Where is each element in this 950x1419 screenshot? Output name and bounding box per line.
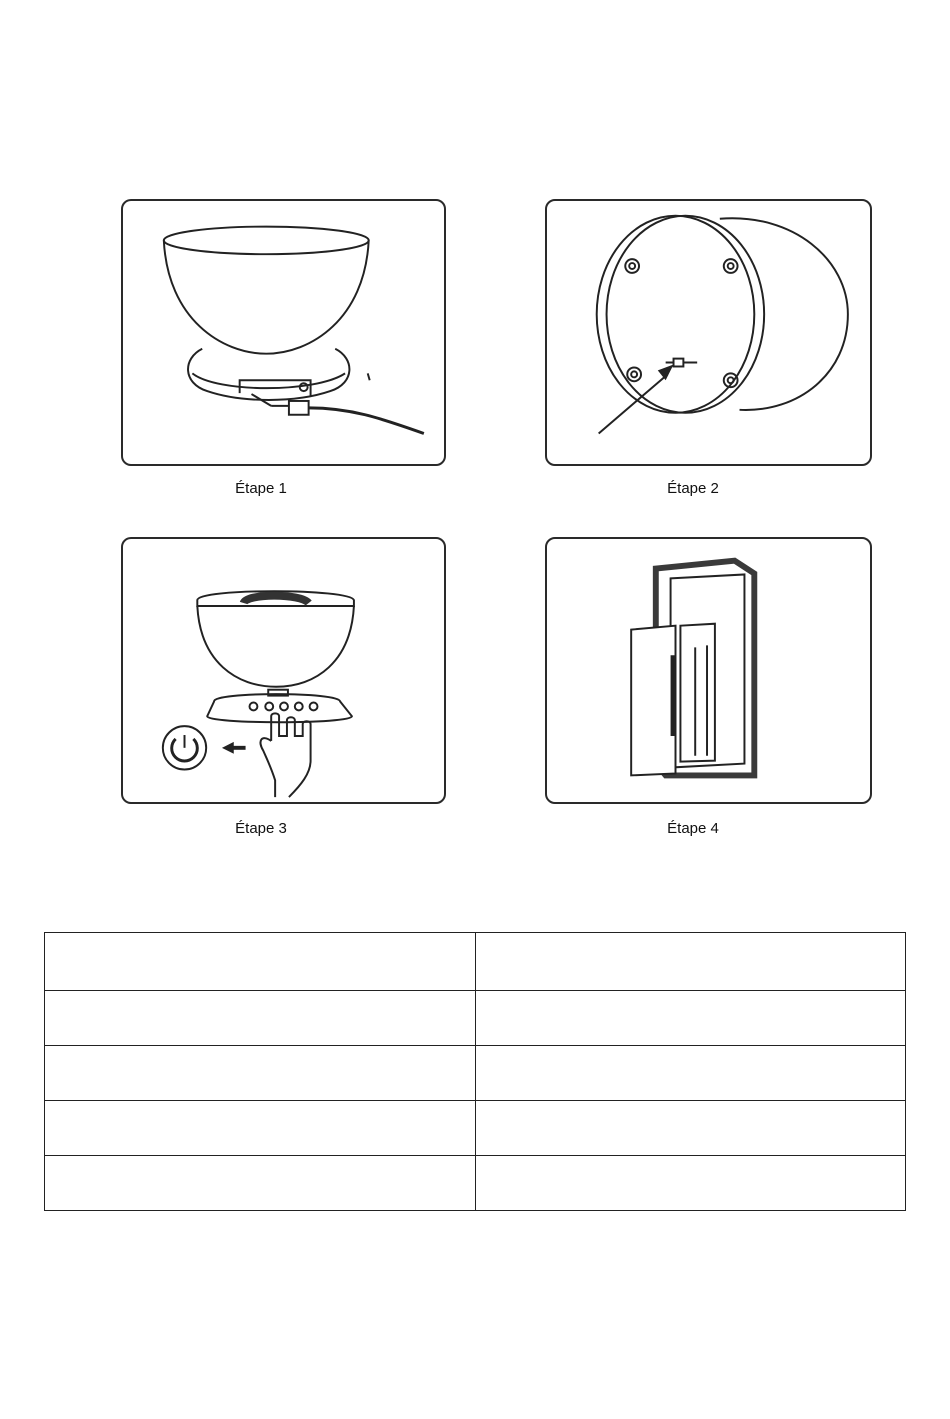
table-cell (475, 991, 906, 1046)
step-1-panel (121, 199, 446, 466)
table-cell (475, 1156, 906, 1211)
table-cell (45, 1156, 476, 1211)
table-cell (45, 1046, 476, 1101)
step-4-caption: Étape 4 (667, 820, 719, 837)
step-2-panel (545, 199, 872, 466)
info-table (44, 932, 906, 1211)
table-row (45, 933, 906, 991)
step-3-panel (121, 537, 446, 804)
table-cell (475, 1101, 906, 1156)
step-3-caption: Étape 3 (235, 820, 287, 837)
table-row (45, 991, 906, 1046)
table-cell (45, 933, 476, 991)
usb-port-bottom-icon (547, 201, 870, 464)
step-2-caption: Étape 2 (667, 480, 719, 497)
table-row (45, 1046, 906, 1101)
battery-compartment-icon (547, 539, 870, 802)
table-cell (475, 933, 906, 991)
table-cell (475, 1046, 906, 1101)
table-cell (45, 1101, 476, 1156)
step-4-panel (545, 537, 872, 804)
table-row (45, 1156, 906, 1211)
power-button-icon (123, 539, 444, 802)
table-cell (45, 991, 476, 1046)
step-1-caption: Étape 1 (235, 480, 287, 497)
plug-cable-icon (123, 201, 444, 464)
table-row (45, 1101, 906, 1156)
